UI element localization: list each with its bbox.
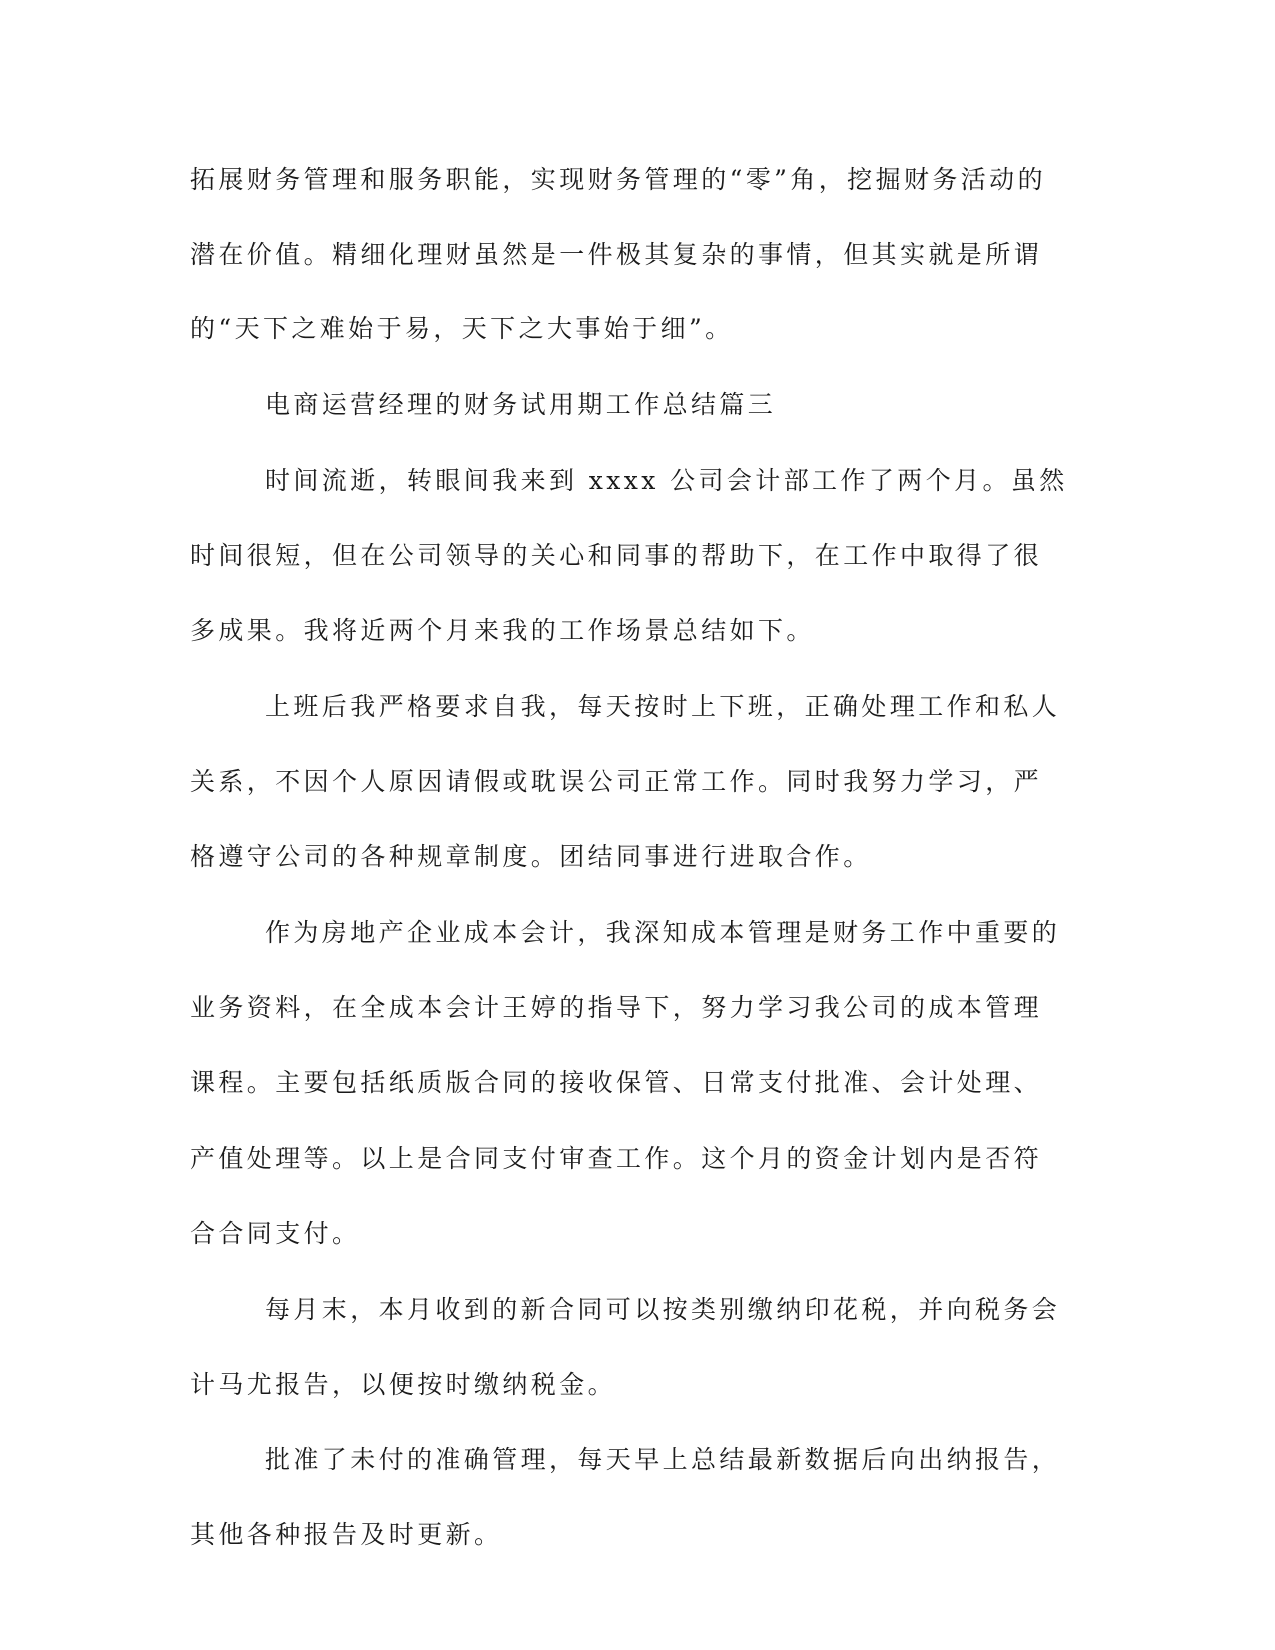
text-line: 合合同支付。 <box>190 1219 361 1248</box>
text-line: 的“天下之难始于易，天下之大事始于细”。 <box>190 314 734 343</box>
text-line: 上班后我严格要求自我，每天按时上下班，正确处理工作和私人 <box>265 692 1061 721</box>
section-heading: 电商运营经理的财务试用期工作总结篇三 <box>265 390 777 419</box>
text-line: 每月末，本月收到的新合同可以按类别缴纳印花税，并向税务会 <box>265 1295 1061 1324</box>
text-line: 其他各种报告及时更新。 <box>190 1520 503 1549</box>
text-line: 产值处理等。以上是合同支付审查工作。这个月的资金计划内是否符 <box>190 1144 1043 1173</box>
text-line: 课程。主要包括纸质版合同的接收保管、日常支付批准、会计处理、 <box>190 1068 1043 1097</box>
text-line: 关系，不因个人原因请假或耽误公司正常工作。同时我努力学习，严 <box>190 767 1043 796</box>
text-line: 潜在价值。精细化理财虽然是一件极其复杂的事情，但其实就是所谓 <box>190 240 1043 269</box>
text-line: 批准了未付的准确管理，每天早上总结最新数据后向出纳报告， <box>265 1445 1061 1474</box>
text-line: 业务资料，在全成本会计王婷的指导下，努力学习我公司的成本管理 <box>190 993 1043 1022</box>
text-line: 计马尤报告，以便按时缴纳税金。 <box>190 1370 617 1399</box>
text-line: 拓展财务管理和服务职能，实现财务管理的“零”角，挖掘财务活动的 <box>190 165 1046 194</box>
text-line: 作为房地产企业成本会计，我深知成本管理是财务工作中重要的 <box>265 918 1061 947</box>
text-line: 时间流逝，转眼间我来到 xxxx 公司会计部工作了两个月。虽然 <box>265 466 1068 495</box>
text-line: 格遵守公司的各种规章制度。团结同事进行进取合作。 <box>190 842 872 871</box>
text-line: 时间很短，但在公司领导的关心和同事的帮助下，在工作中取得了很 <box>190 541 1043 570</box>
text-line: 多成果。我将近两个月来我的工作场景总结如下。 <box>190 616 815 645</box>
